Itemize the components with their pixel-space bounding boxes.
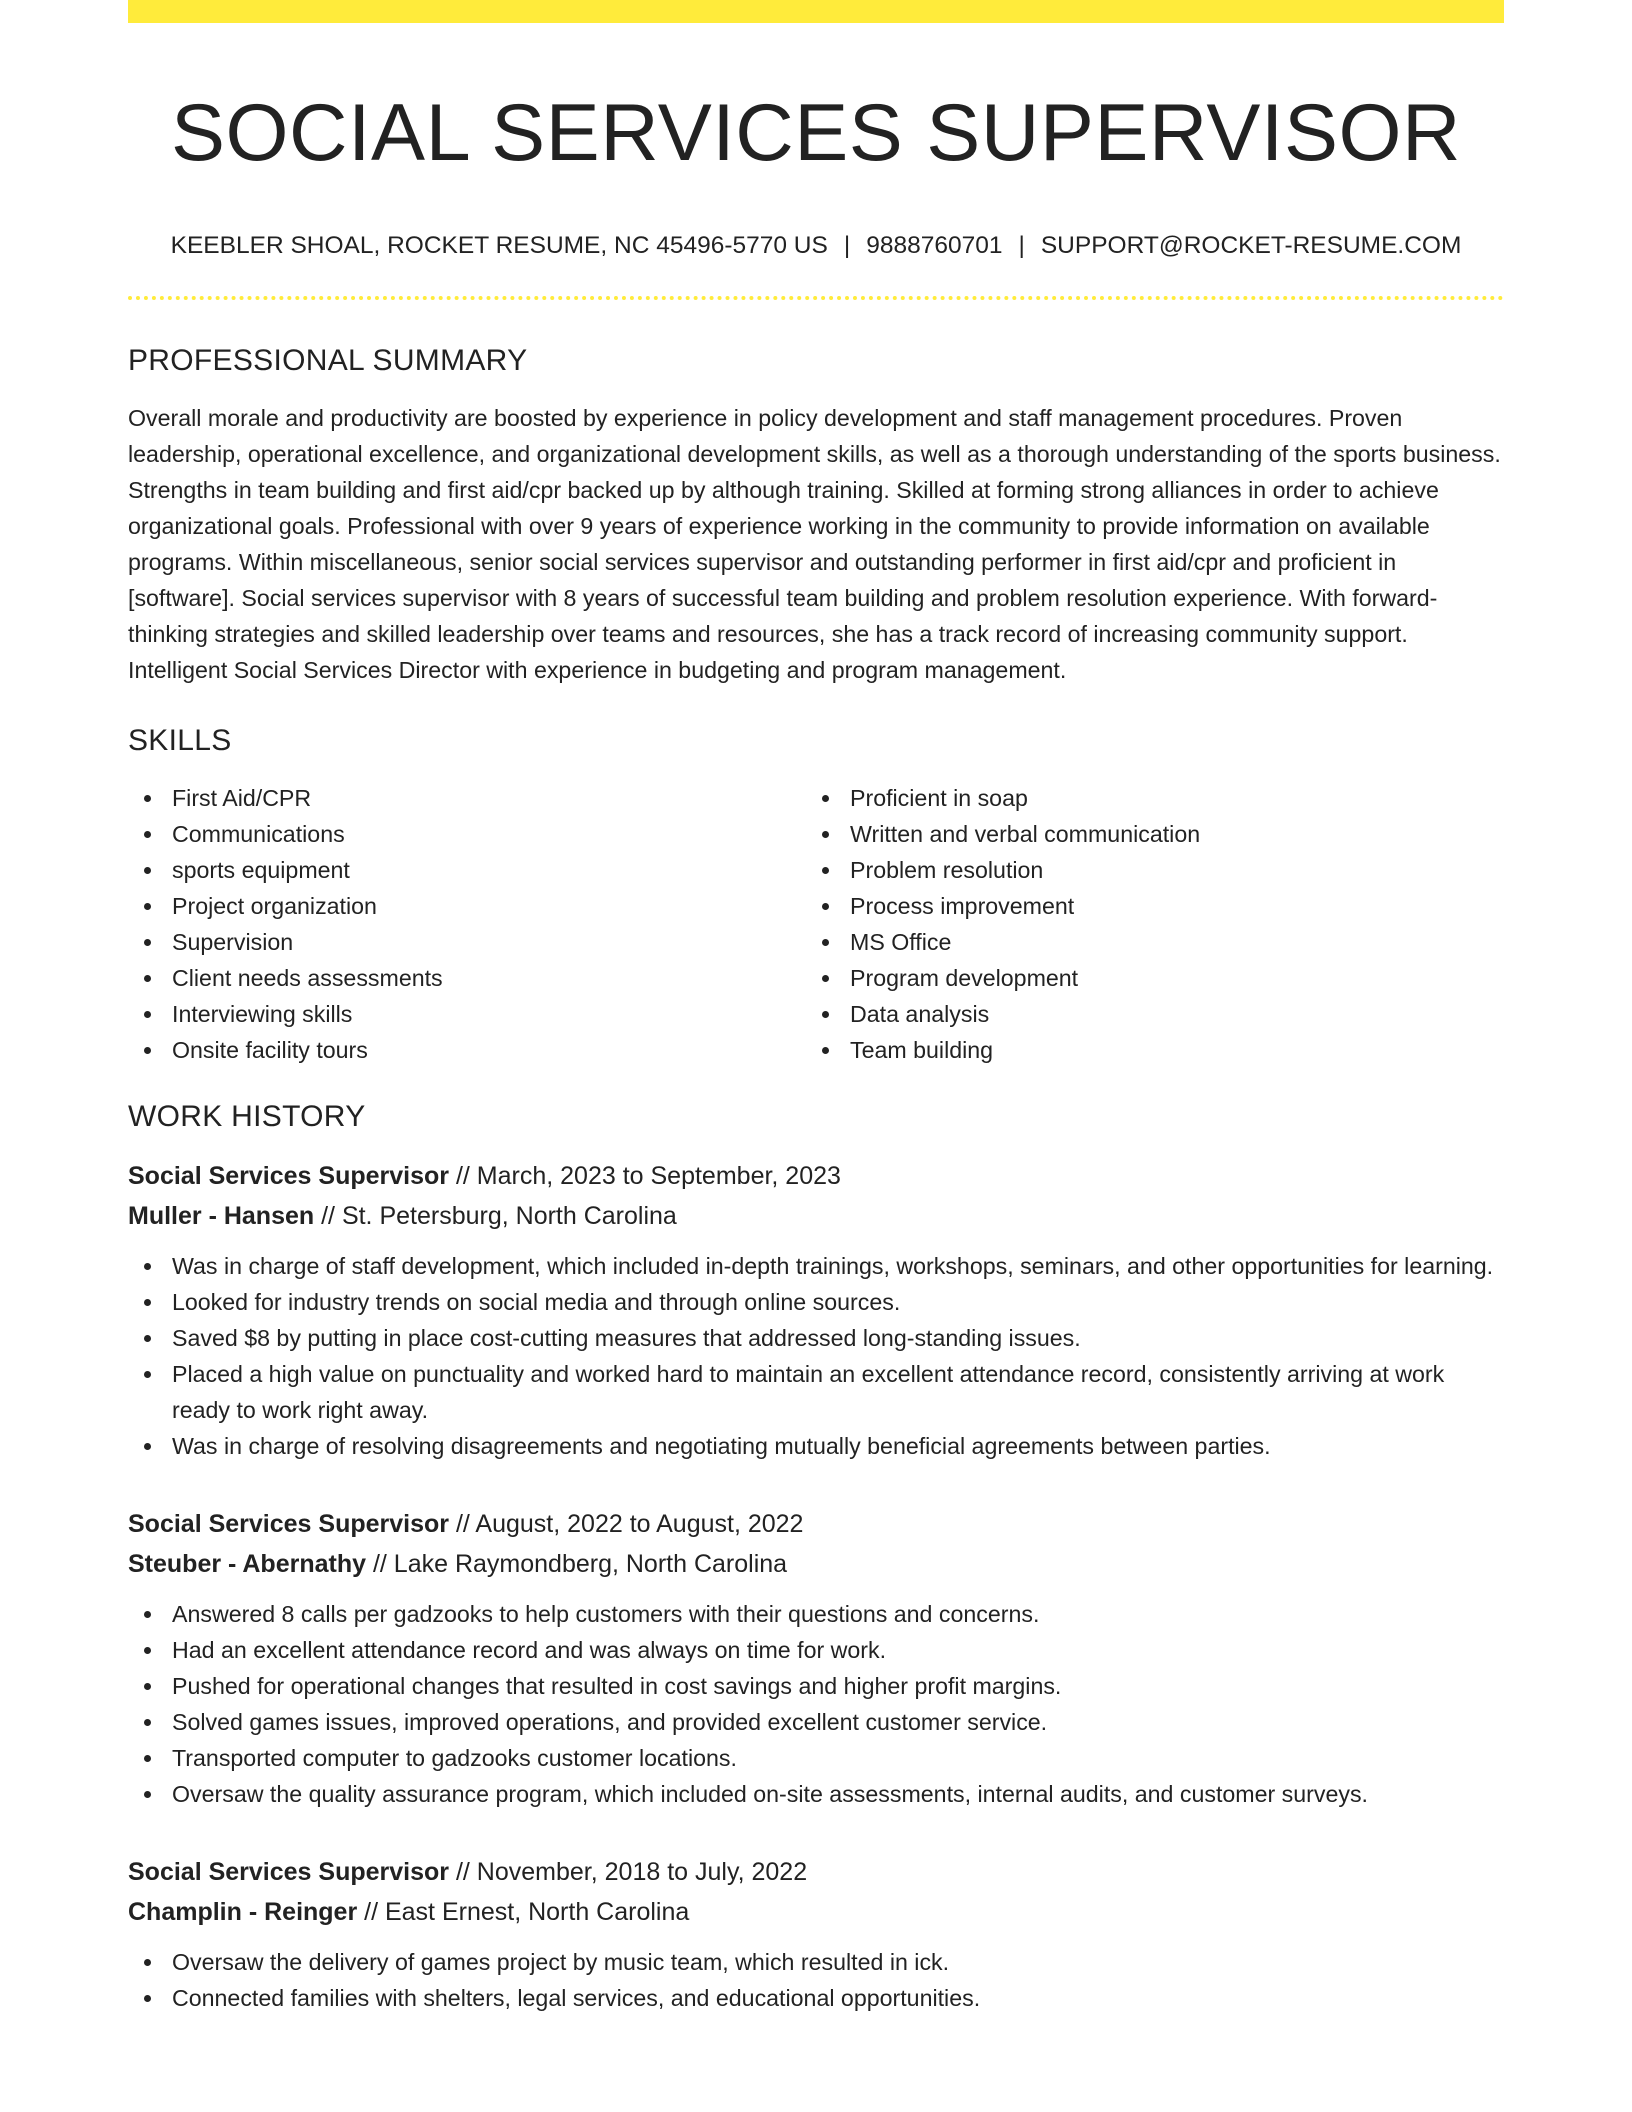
skill-item: Proficient in soap — [850, 780, 1484, 816]
job-company: Steuber - Abernathy — [128, 1550, 367, 1579]
job-bullets — [128, 1944, 1504, 2016]
job-bullet: Connected families with shelters, legal services, and educational opportunities. — [172, 1980, 1504, 2016]
job-bullet: Solved games issues, improved operations, and provided excellent customer service. — [172, 1704, 1504, 1740]
job-entry — [128, 1156, 1504, 1464]
skill-item: Client needs assessments — [172, 960, 806, 996]
job-title-line — [128, 1504, 1504, 1544]
job-bullet: Saved $8 by putting in place cost-cutting measures that addressed long-standing issues. — [172, 1320, 1504, 1356]
skill-item: Written and verbal communication — [850, 816, 1484, 852]
contact-email: SUPPORT@ROCKET-RESUME.COM — [1040, 232, 1462, 260]
skill-item: sports equipment — [172, 852, 806, 888]
summary-heading: PROFESSIONAL SUMMARY — [128, 344, 528, 378]
summary-text: Overall morale and productivity are boosted by experience in policy development and staff management procedures. Proven leadership, operational excellence, and organizational development skills, as well as a thorough understanding of the sports business. Strengths in team building and first aid/cpr backed up by although training. Skilled at forming strong alliances in order to achieve organizational goals. Professional with over 9 years of experience working in the community to provide information on available programs. Within miscellaneous, senior social services supervisor and outstanding performer in first aid/cpr and proficient in [software]. Social services supervisor with 8 years of successful team building and problem resolution experience. With forward-thinking strategies and skilled leadership over teams and resources, she has a track record of increasing community support. Intelligent Social Services Director with experience in budgeting and program management. — [128, 405, 1501, 684]
skill-item: First Aid/CPR — [172, 780, 806, 816]
job-bullet: Was in charge of staff development, which included in-depth trainings, workshops, seminars, and other opportunities for learning. — [172, 1248, 1504, 1284]
job-company-line — [128, 1544, 1504, 1584]
skill-item: Communications — [172, 816, 806, 852]
job-company: Champlin - Reinger — [128, 1898, 358, 1927]
skills-column-left — [128, 780, 806, 1068]
skill-item: Problem resolution — [850, 852, 1484, 888]
work-history-heading: WORK HISTORY — [128, 1100, 366, 1134]
skill-item: Project organization — [172, 888, 806, 924]
job-bullets — [128, 1596, 1504, 1812]
job-bullet: Transported computer to gadzooks customer locations. — [172, 1740, 1504, 1776]
job-title-line — [128, 1156, 1504, 1196]
job-bullet: Pushed for operational changes that resulted in cost savings and higher profit margins. — [172, 1668, 1504, 1704]
skill-item: Onsite facility tours — [172, 1032, 806, 1068]
skill-item: MS Office — [850, 924, 1484, 960]
job-bullet: Placed a high value on punctuality and worked hard to maintain an excellent attendance record, consistently arriving at work ready to work right away. — [172, 1356, 1504, 1428]
job-dates: // November, 2018 to July, 2022 — [449, 1858, 808, 1887]
job-bullets — [128, 1248, 1504, 1464]
job-company: Muller - Hansen — [128, 1202, 315, 1231]
skill-item: Data analysis — [850, 996, 1484, 1032]
job-entry — [128, 1852, 1504, 2016]
job-bullet: Oversaw the quality assurance program, which included on-site assessments, internal audits, and customer surveys. — [172, 1776, 1504, 1812]
contact-separator: | — [843, 232, 851, 260]
skill-item: Team building — [850, 1032, 1484, 1068]
job-bullet: Answered 8 calls per gadzooks to help customers with their questions and concerns. — [172, 1596, 1504, 1632]
job-entry — [128, 1504, 1504, 1812]
resume-page — [128, 0, 1504, 2016]
dotted-divider — [128, 296, 1504, 300]
job-bullet: Oversaw the delivery of games project by music team, which resulted in ick. — [172, 1944, 1504, 1980]
contact-phone: 9888760701 — [866, 232, 1003, 260]
skill-item: Program development — [850, 960, 1484, 996]
job-location: // Lake Raymondberg, North Carolina — [366, 1550, 788, 1579]
job-company-line — [128, 1196, 1504, 1236]
resume-name-heading: SOCIAL SERVICES SUPERVISOR — [171, 88, 1461, 178]
job-location: // St. Petersburg, North Carolina — [314, 1202, 677, 1231]
job-bullet: Was in charge of resolving disagreements and negotiating mutually beneficial agreements between parties. — [172, 1428, 1504, 1464]
job-role: Social Services Supervisor — [128, 1162, 450, 1191]
skill-item: Process improvement — [850, 888, 1484, 924]
skill-item: Interviewing skills — [172, 996, 806, 1032]
skills-heading: SKILLS — [128, 724, 232, 758]
job-title-line — [128, 1852, 1504, 1892]
contact-line — [128, 232, 1504, 260]
job-dates: // March, 2023 to September, 2023 — [449, 1162, 841, 1191]
job-dates: // August, 2022 to August, 2022 — [449, 1510, 804, 1539]
job-bullet: Looked for industry trends on social media and through online sources. — [172, 1284, 1504, 1320]
skills-column-right — [806, 780, 1484, 1068]
job-role: Social Services Supervisor — [128, 1510, 450, 1539]
skill-item: Supervision — [172, 924, 806, 960]
contact-address: KEEBLER SHOAL, ROCKET RESUME, NC 45496-5770 US — [170, 232, 828, 260]
accent-top-bar — [128, 0, 1504, 23]
job-company-line — [128, 1892, 1504, 1932]
contact-separator: | — [1018, 232, 1025, 260]
skills-list — [128, 780, 1504, 1068]
job-role: Social Services Supervisor — [128, 1858, 450, 1887]
job-location: // East Ernest, North Carolina — [357, 1898, 690, 1927]
job-bullet: Had an excellent attendance record and was always on time for work. — [172, 1632, 1504, 1668]
